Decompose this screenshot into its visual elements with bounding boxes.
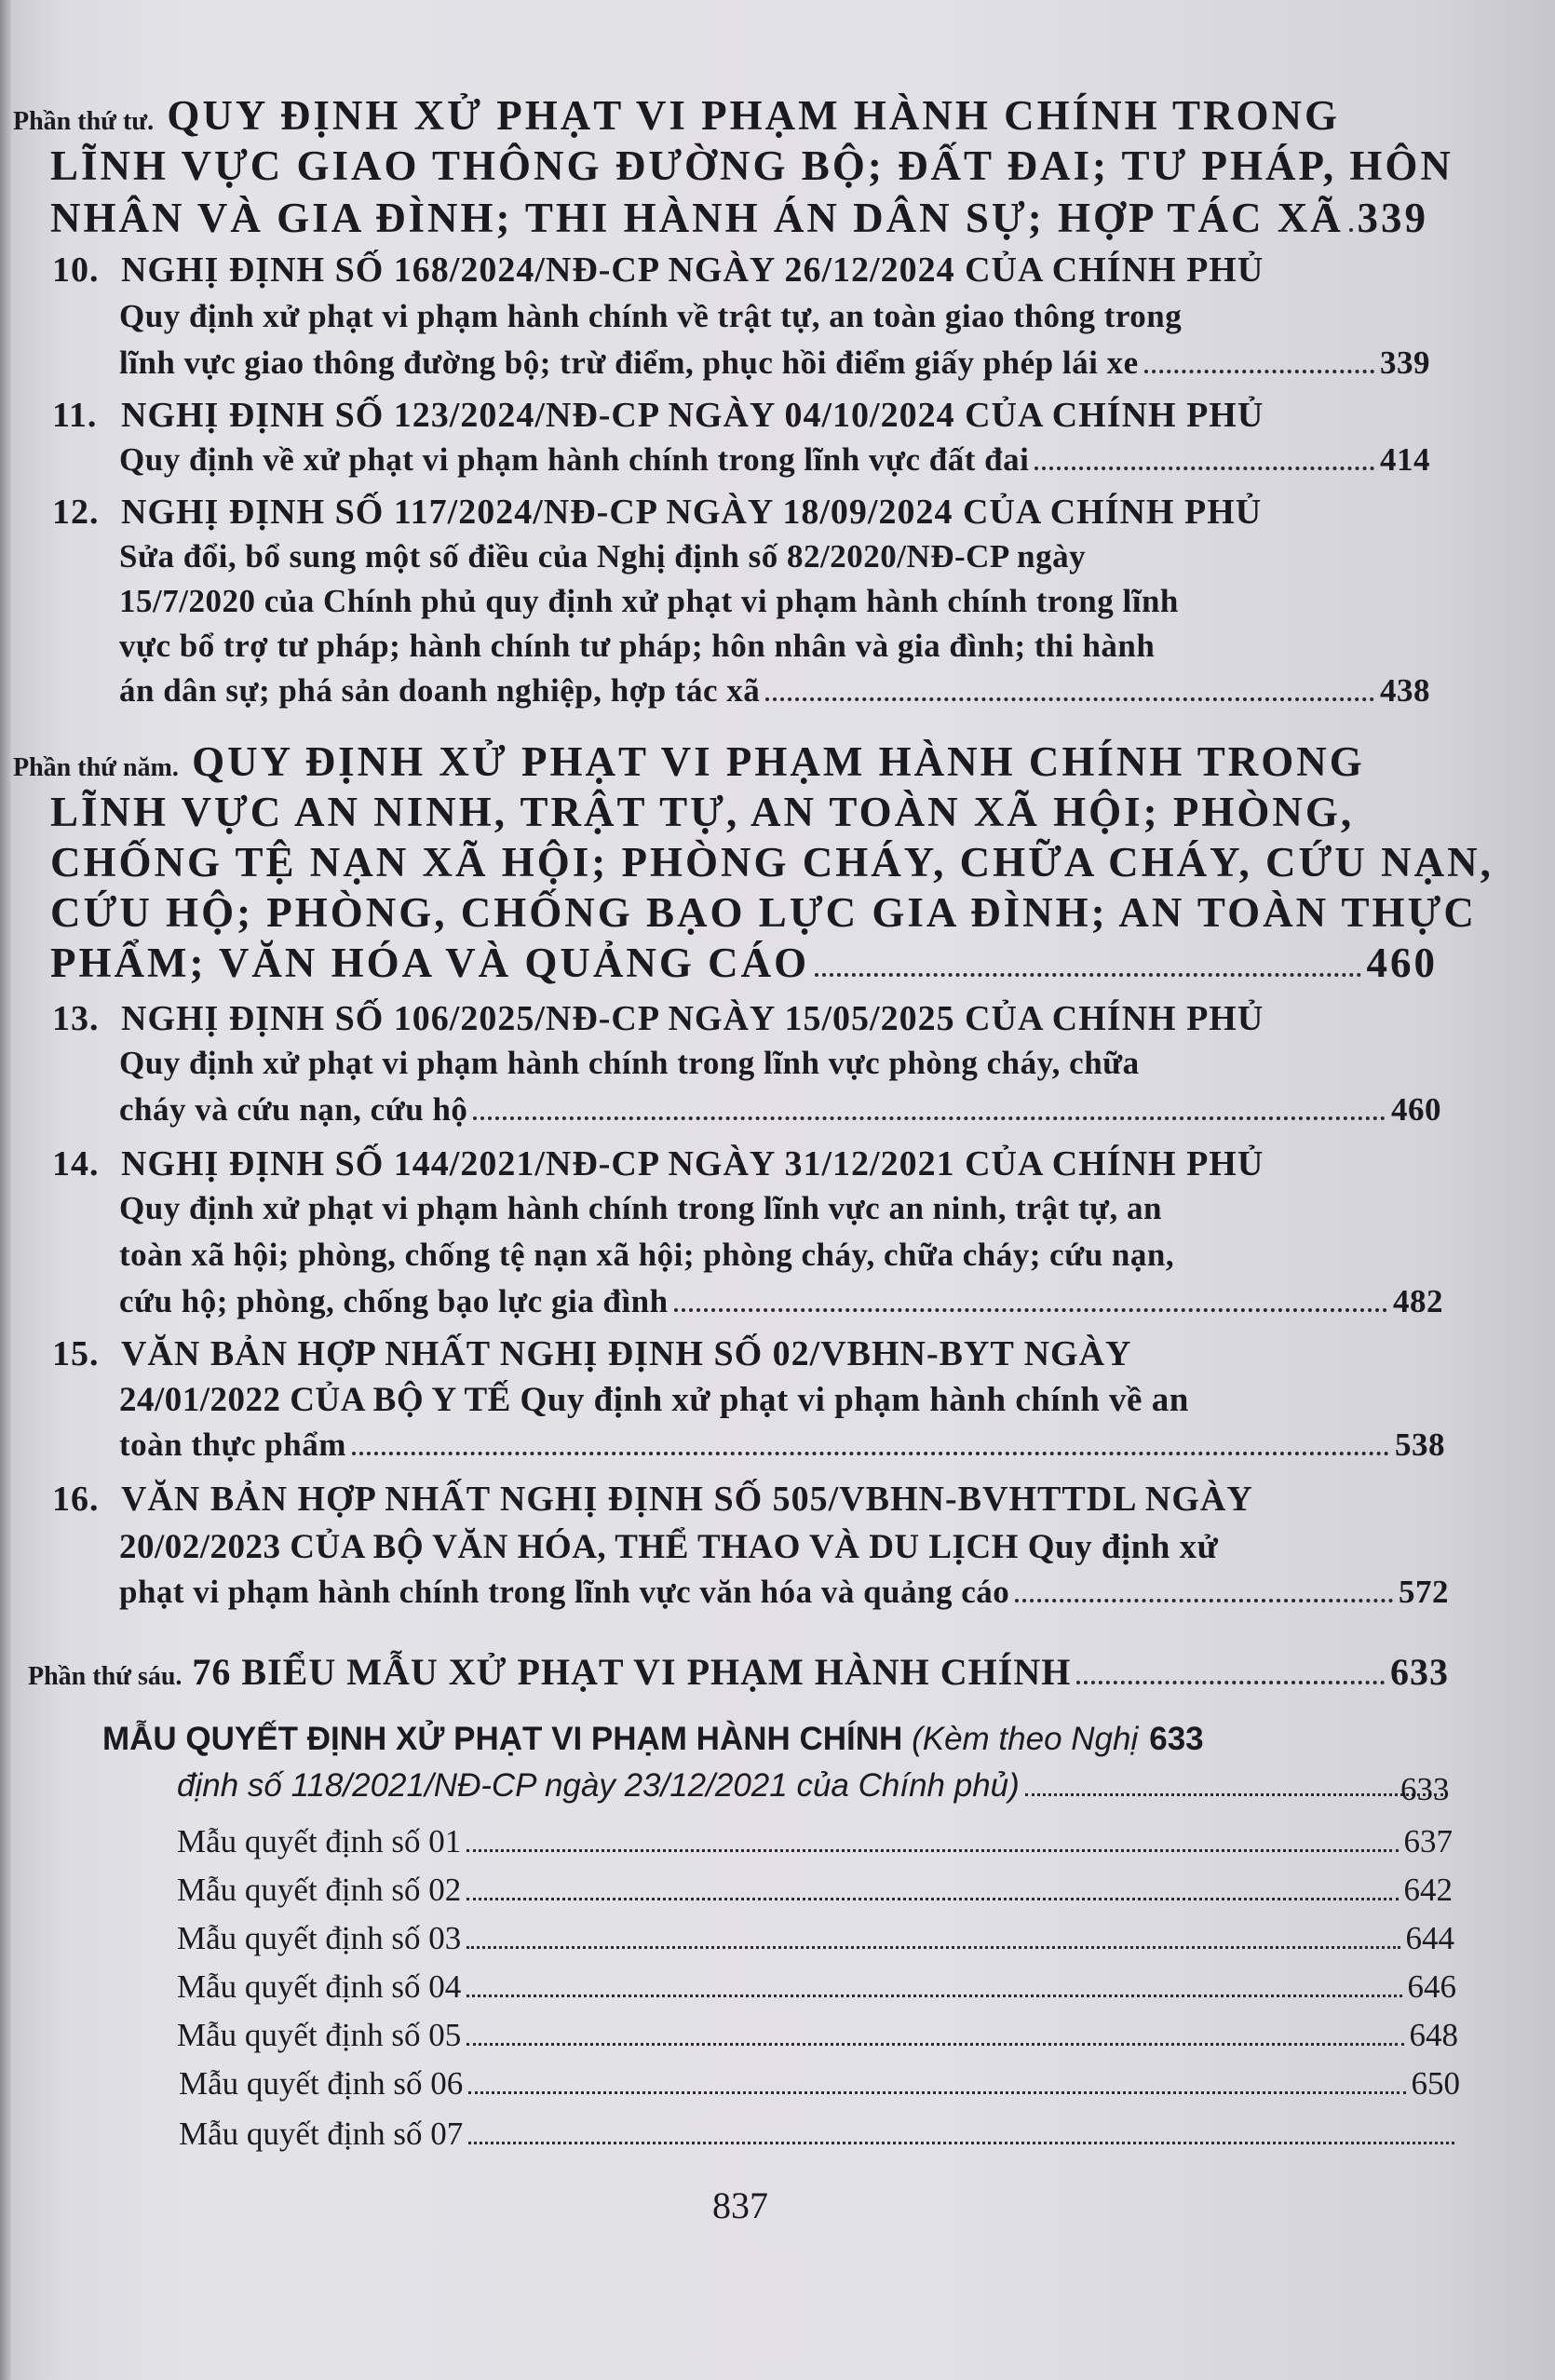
dot-leader [466,1849,1398,1852]
toc-item-11-desc: Quy định về xử phạt vi phạm hành chính trong lĩnh vực đất đai 414 [119,441,1430,478]
list-item: Mẫu quyết định số 03 644 [177,1920,1454,1956]
toc-item-10-desc: Quy định xử phạt vi phạm hành chính về trật tự, an toàn giao thông trong [119,298,1183,334]
toc-item-12-desc-2: 15/7/2020 của Chính phủ quy định xử phạt vi phạm hành chính trong lĩnh [119,583,1179,619]
page-ref: 538 [1395,1427,1445,1463]
toc-item-13-desc-2: cháy và cứu nạn, cứu hộ 460 [119,1091,1441,1128]
dot-leader [674,1308,1387,1312]
page-ref: 650 [1411,2065,1460,2102]
page-ref: 460 [1366,940,1438,986]
dot-leader [815,973,1360,977]
list-item: Mẫu quyết định số 04 646 [177,1968,1456,2005]
page-ref: 482 [1393,1283,1443,1319]
dot-leader [1144,370,1374,373]
toc-item-12-desc-4: án dân sự; phá sản doanh nghiệp, hợp tác xã 438 [119,672,1430,709]
dot-leader [1015,1599,1393,1602]
toc-item-14: 14. NGHỊ ĐỊNH SỐ 144/2021/NĐ-CP NGÀY 31/12/2021 CỦA CHÍNH PHỦ [52,1144,1264,1183]
toc-item-10-desc-last: lĩnh vực giao thông đường bộ; trừ điểm, phục hồi điểm giấy phép lái xe 339 [119,345,1430,381]
mau-heading: MẪU QUYẾT ĐỊNH XỬ PHẠT VI PHẠM HÀNH CHÍNH (Kèm theo Nghị 633 [102,1721,1204,1757]
page-ref: 572 [1399,1574,1449,1610]
page-ref: 339 [1380,345,1430,381]
dot-leader [466,1946,1400,1949]
page-ref: 633 [1149,1721,1204,1757]
toc-item-15-desc-2: toàn thực phẩm 538 [119,1427,1445,1463]
part-5-line-5: PHẨM; VĂN HÓA VÀ QUẢNG CÁO 460 [50,940,1438,986]
page-ref: 414 [1380,441,1430,478]
toc-item-14-desc-3: cứu hộ; phòng, chống bạo lực gia đình 482 [119,1283,1443,1319]
part-6-heading: Phần thứ sáu. 76 BIỂU MẪU XỬ PHẠT VI PHẠM HÀNH CHÍNH 633 [28,1651,1449,1693]
toc-item-10: 10. NGHỊ ĐỊNH SỐ 168/2024/NĐ-CP NGÀY 26/12/2024 CỦA CHÍNH PHỦ [52,250,1264,290]
page-number: 837 [712,2184,768,2226]
dot-leader [1025,1793,1443,1796]
page-ref: 642 [1403,1872,1453,1908]
toc-item-12-desc-1: Sửa đổi, bổ sung một số điều của Nghị định số 82/2020/NĐ-CP ngày [119,538,1087,575]
page-ref: 637 [1403,1823,1453,1859]
page-ref: 339 [1357,195,1428,241]
toc-item-14-desc-1: Quy định xử phạt vi phạm hành chính trong lĩnh vực an ninh, trật tự, an [119,1190,1163,1226]
toc-item-15-desc-1: 24/01/2022 CỦA BỘ Y TẾ Quy định xử phạt vi phạm hành chính về an [119,1381,1189,1419]
page-ref: 438 [1380,672,1430,709]
dot-leader [473,1116,1386,1120]
toc-item-13: 13. NGHỊ ĐỊNH SỐ 106/2025/NĐ-CP NGÀY 15/05/2025 CỦA CHÍNH PHỦ [52,999,1264,1038]
mau-heading-cont: định số 118/2021/NĐ-CP ngày 23/12/2021 của Chính phủ) [177,1767,1449,1805]
page-ref: 644 [1405,1920,1454,1956]
dot-leader [466,2043,1403,2046]
list-item: Mẫu quyết định số 05 648 [177,2017,1458,2053]
toc-item-16: 16. VĂN BẢN HỢP NHẤT NGHỊ ĐỊNH SỐ 505/VBHN-BVHTTDL NGÀY [52,1480,1253,1519]
list-item: Mẫu quyết định số 06 650 [179,2065,1460,2102]
dot-leader [466,1995,1401,1997]
mau-heading-page-2: 633 [1400,1771,1450,1807]
dot-leader [1034,467,1374,470]
list-item: Mẫu quyết định số 07 [179,2116,1460,2153]
page-ref: 460 [1391,1091,1441,1128]
part-5-line-3: CHỐNG TỆ NẠN XÃ HỘI; PHÒNG CHÁY, CHỮA CHÁY, CỨU NẠN, [50,839,1494,886]
part-5-heading: Phần thứ năm. QUY ĐỊNH XỬ PHẠT VI PHẠM HÀNH CHÍNH TRONG [13,738,1365,785]
page-ref: 646 [1407,1968,1456,2005]
toc-item-16-desc-1: 20/02/2023 CỦA BỘ VĂN HÓA, THỂ THAO VÀ DU LỊCH Quy định xử [119,1528,1219,1566]
dot-leader [468,2142,1454,2144]
part-5-line-2: LĨNH VỰC AN NINH, TRẬT TỰ, AN TOÀN XÃ HỘI; PHÒNG, [50,789,1355,835]
dot-leader [466,1898,1398,1900]
part-4-heading: Phần thứ tư. QUY ĐỊNH XỬ PHẠT VI PHẠM HÀNH CHÍNH TRONG [13,92,1341,139]
list-item: Mẫu quyết định số 01 637 [177,1823,1453,1859]
toc-item-11: 11. NGHỊ ĐỊNH SỐ 123/2024/NĐ-CP NGÀY 04/10/2024 CỦA CHÍNH PHỦ [52,396,1264,435]
part-5-line-4: CỨU HỘ; PHÒNG, CHỐNG BẠO LỰC GIA ĐÌNH; AN TOÀN THỰC [50,889,1477,936]
toc-item-12-desc-3: vực bổ trợ tư pháp; hành chính tư pháp; hôn nhân và gia đình; thi hành [119,628,1156,664]
toc-item-14-desc-2: toàn xã hội; phòng, chống tệ nạn xã hội; phòng cháy, chữa cháy; cứu nạn, [119,1237,1175,1273]
toc-item-13-desc-1: Quy định xử phạt vi phạm hành chính trong lĩnh vực phòng cháy, chữa [119,1045,1140,1081]
part-4-line-3: NHÂN VÀ GIA ĐÌNH; THI HÀNH ÁN DÂN SỰ; HỢP TÁC XÃ 339 [50,195,1428,241]
dot-leader [765,697,1374,701]
page-ref: 633 [1390,1651,1449,1693]
dot-leader [1076,1681,1385,1684]
list-item: Mẫu quyết định số 02 642 [177,1872,1453,1908]
toc-item-12: 12. NGHỊ ĐỊNH SỐ 117/2024/NĐ-CP NGÀY 18/09/2024 CỦA CHÍNH PHỦ [52,493,1263,532]
toc-item-16-desc-2: phạt vi phạm hành chính trong lĩnh vực văn hóa và quảng cáo 572 [119,1574,1449,1610]
page-ref: 648 [1409,2017,1458,2053]
dot-leader [468,2091,1405,2094]
dot-leader [1349,228,1352,232]
toc-item-15: 15. VĂN BẢN HỢP NHẤT NGHỊ ĐỊNH SỐ 02/VBHN-BYT NGÀY [52,1334,1132,1373]
dot-leader [352,1452,1389,1455]
part-4-line-2: LĨNH VỰC GIAO THÔNG ĐƯỜNG BỘ; ĐẤT ĐAI; TƯ PHÁP, HÔN [50,142,1454,189]
